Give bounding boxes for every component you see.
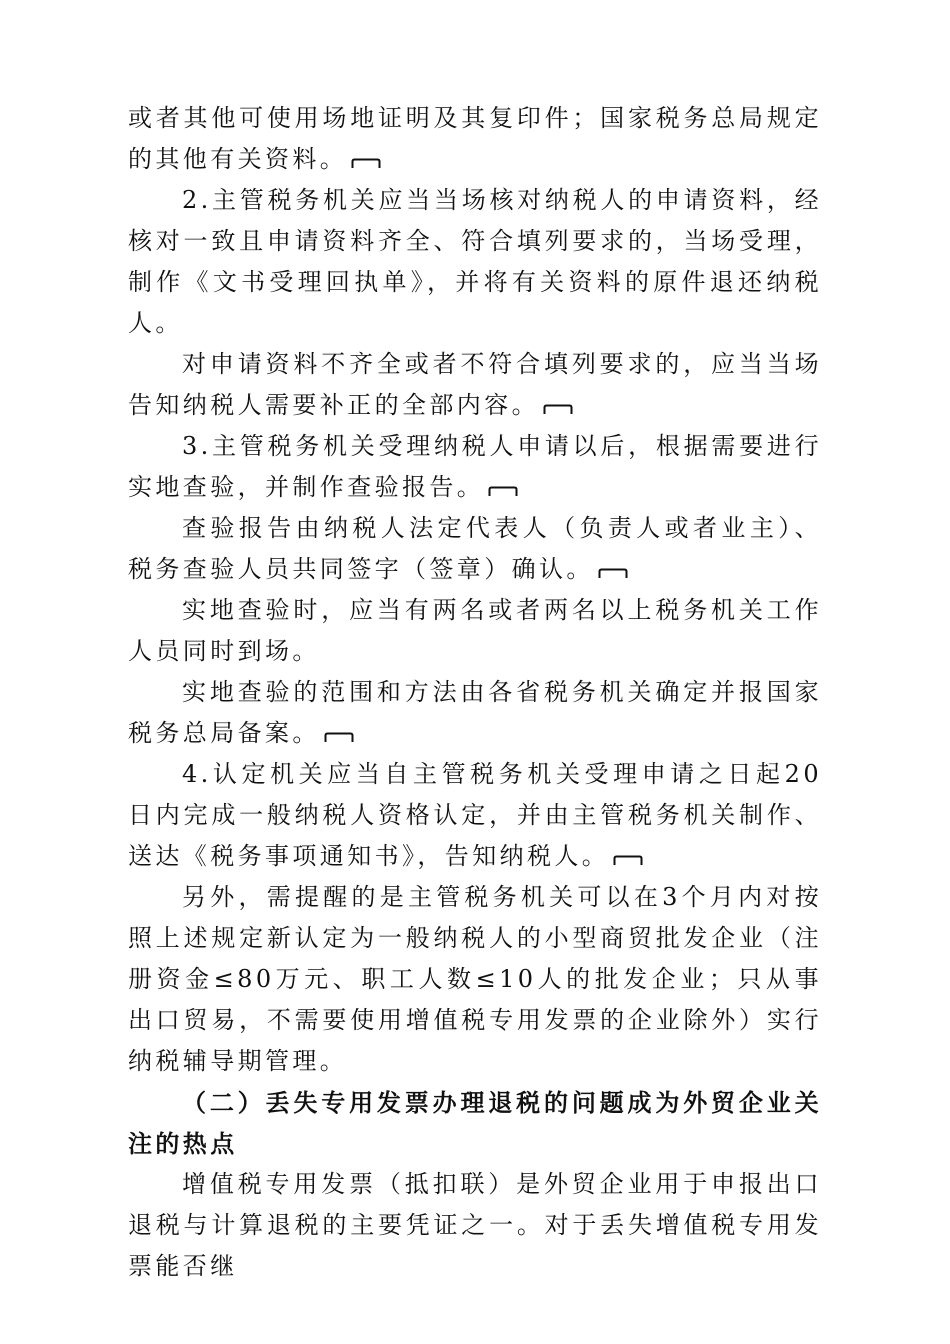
section-heading <box>128 1082 822 1164</box>
paragraph-mark-icon <box>613 855 643 865</box>
paragraph-text: 查验报告由纳税人法定代表人（负责人或者业主）、税务查验人员共同签字（签章）确认。 <box>128 514 822 583</box>
paragraph-mark-icon <box>324 732 354 742</box>
paragraph <box>128 672 822 754</box>
paragraph <box>128 754 822 877</box>
paragraph <box>128 508 822 590</box>
paragraph-text: 对申请资料不齐全或者不符合填列要求的，应当当场告知纳税人需要补正的全部内容。 <box>128 350 822 419</box>
paragraph-text: 3.主管税务机关受理纳税人申请以后，根据需要进行实地查验，并制作查验报告。 <box>128 432 822 501</box>
paragraph-text: 实地查验时，应当有两名或者两名以上税务机关工作人员同时到场。 <box>128 596 822 665</box>
paragraph <box>128 180 822 344</box>
paragraph <box>128 590 822 672</box>
paragraph-mark-icon <box>543 404 573 414</box>
paragraph <box>128 1164 822 1287</box>
paragraph-text: （二）丢失专用发票办理退税的问题成为外贸企业关注的热点 <box>128 1088 822 1158</box>
paragraph-text: 另外，需提醒的是主管税务机关可以在3个月内对按照上述规定新认定为一般纳税人的小型商贸批发企业（注册资金≤80万元、职工人数≤10人的批发企业；只从事出口贸易，不需要使用增值税专用发票的企业除外）实行纳税辅导期管理。 <box>128 883 822 1075</box>
paragraph-text: 实地查验的范围和方法由各省税务机关确定并报国家税务总局备案。 <box>128 678 822 747</box>
document-page <box>128 98 822 1287</box>
paragraph <box>128 426 822 508</box>
paragraph-mark-icon <box>351 158 381 168</box>
paragraph-text: 或者其他可使用场地证明及其复印件；国家税务总局规定的其他有关资料。 <box>128 104 822 173</box>
paragraph-text: 4.认定机关应当自主管税务机关受理申请之日起20日内完成一般纳税人资格认定，并由主管税务机关制作、送达《税务事项通知书》，告知纳税人。 <box>128 760 822 870</box>
paragraph <box>128 344 822 426</box>
paragraph <box>128 877 822 1082</box>
paragraph-text: 增值税专用发票（抵扣联）是外贸企业用于申报出口退税与计算退税的主要凭证之一。对于丢失增值税专用发票能否继 <box>128 1170 822 1280</box>
paragraph-text: 2.主管税务机关应当当场核对纳税人的申请资料，经核对一致且申请资料齐全、符合填列要求的，当场受理，制作《文书受理回执单》，并将有关资料的原件退还纳税人。 <box>128 186 822 337</box>
paragraph-mark-icon <box>598 568 628 578</box>
paragraph-mark-icon <box>488 486 518 496</box>
paragraph <box>128 98 822 180</box>
